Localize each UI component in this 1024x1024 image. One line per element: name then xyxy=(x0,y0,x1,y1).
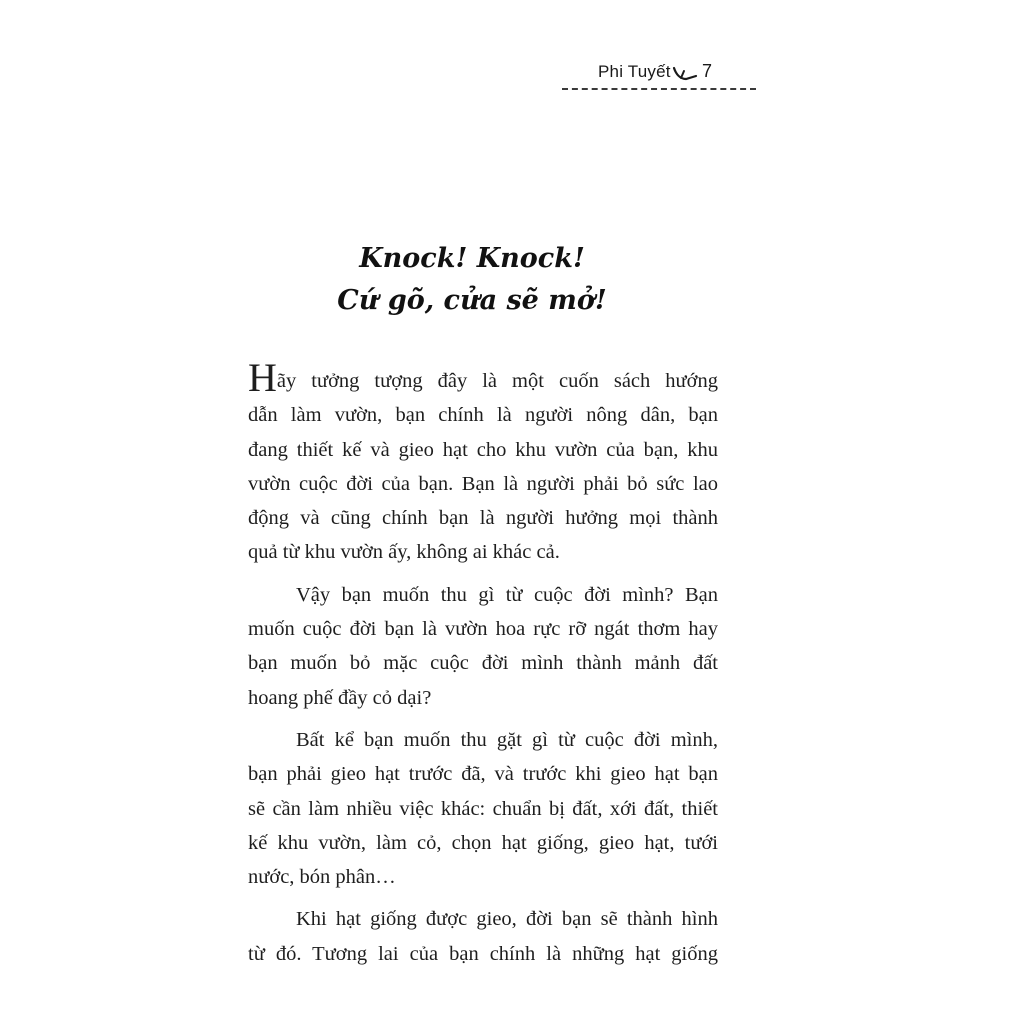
body-line: kế khu vườn, làm cỏ, chọn hạt giống, gieo hạt, tưới xyxy=(248,831,718,854)
header-author: Phi Tuyết xyxy=(598,62,671,81)
paragraph-gap xyxy=(248,570,718,578)
body-line: đang thiết kế và gieo hạt cho khu vườn của bạn, khu xyxy=(248,438,718,461)
paragraph-gap xyxy=(248,715,718,723)
chapter-title-line-2: Cứ gõ, cửa sẽ mở! xyxy=(337,285,607,316)
body-line xyxy=(248,355,718,400)
body-line: động và cũng chính bạn là người hưởng mọi thành xyxy=(248,507,718,530)
body-line: vườn cuộc đời của bạn. Bạn là người phải bỏ sức lao xyxy=(248,472,718,495)
body-line: bạn phải gieo hạt trước đã, và trước khi gieo hạt bạn xyxy=(248,763,718,786)
body-line: Khi hạt giống được gieo, đời bạn sẽ thành hình xyxy=(296,908,718,931)
chapter-title-line-1: Knock! Knock! xyxy=(359,243,585,274)
body-line: quả từ khu vườn ấy, không ai khác cả. xyxy=(248,541,560,564)
body-line: từ đó. Tương lai của bạn chính là những hạt giống xyxy=(248,942,718,965)
running-header xyxy=(562,62,756,90)
body-line: dẫn làm vườn, bạn chính là người nông dân, bạn xyxy=(248,404,718,427)
body-line: muốn cuộc đời bạn là vườn hoa rực rỡ ngát thơm hay xyxy=(248,618,718,641)
body-line: Bất kể bạn muốn thu gặt gì từ cuộc đời mình, xyxy=(296,728,718,751)
body-line: nước, bón phân… xyxy=(248,866,396,889)
swallow-ornament-icon xyxy=(672,64,698,84)
body-line: sẽ cần làm nhiều việc khác: chuẩn bị đất, xới đất, thiết xyxy=(248,797,718,820)
drop-cap: H xyxy=(248,355,277,400)
body-line: Vậy bạn muốn thu gì từ cuộc đời mình? Bạn xyxy=(296,583,718,606)
body-line: bạn muốn bỏ mặc cuộc đời mình thành mảnh đất xyxy=(248,652,718,675)
chapter-title xyxy=(0,238,944,322)
header-page-number: 7 xyxy=(702,61,713,81)
body-text xyxy=(248,355,718,971)
paragraph-gap xyxy=(248,894,718,902)
body-line: hoang phế đầy cỏ dại? xyxy=(248,686,432,709)
body-line-text: ãy tưởng tượng đây là một cuốn sách hướng xyxy=(276,370,718,392)
